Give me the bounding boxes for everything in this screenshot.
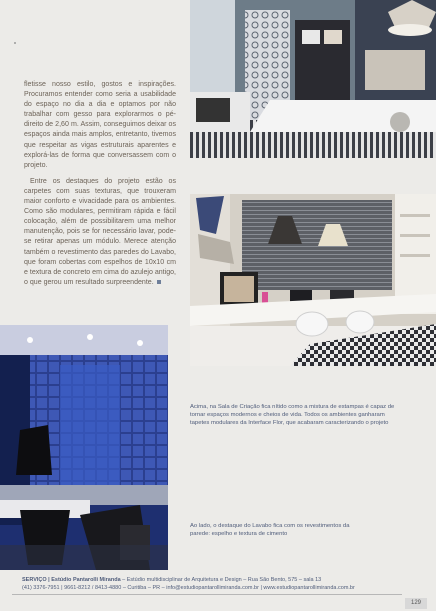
end-of-article-mark [157, 280, 161, 284]
workspace-photo [190, 194, 436, 366]
service-line-2: (41) 3376-7951 | 9661-8212 / 8413-4880 – Curitiba – PR – info@estudiopantarollimiranda.com.br | www.estudiopantarollimiranda.com.br [22, 585, 355, 591]
caption-creative-room: Acima, na Sala de Criação fica nítido como a mistura de estampas é capaz de tornar espaços modernos e cheios de vida. Todos os ambientes ganharam tapetes modulares da Interface Flor, que acabaram caracterizando o projeto [190, 404, 395, 426]
service-credits [22, 576, 422, 592]
service-label: SERVIÇO | Estúdio Pantarolli Miranda [22, 577, 121, 583]
page-number: 129 [405, 598, 427, 609]
service-line-1 [22, 576, 422, 584]
lavatory-photo [0, 325, 168, 570]
decorative-dot [14, 42, 16, 44]
footer-divider [12, 594, 402, 595]
service-description: – Estúdio multidisciplinar de Arquitetura e Design – Rua São Bento, 575 – sala 13 [120, 577, 322, 583]
article-paragraph-2 [24, 177, 176, 288]
article-body [24, 80, 176, 294]
caption-lavatory: Ao lado, o destaque do Lavabo fica com os revestimentos da parede: espelho e textura de cimento [190, 523, 350, 537]
creative-room-photo [190, 0, 436, 158]
article-paragraph-1: fletisse nosso estilo, gostos e inspirações. Procuramos entender como seria a usabilidade do espaço no dia a dia e optamos por não trabalhar com gesso para explorarmos o pé-direito de 2,60 m. Assim, conseguimos deixar os espaços ainda mais amplos, entretanto, tivemos que respeitar as vigas estruturais aparentes e explorá-las de forma que conversassem com o projeto. [24, 81, 176, 169]
article-paragraph-2-text: Entre os destaques do projeto estão os carpetes com suas texturas, que trouxeram maior conforto e vivacidade para os ambientes. Como são modulares, permitiram rápida e fácil colocação, além de possibilitarem uma melhor manutenção, pois se for necessário lavar, pode-se retirar apenas um módulo. Merece atenção também o revestimento das paredes do Lavabo, que foram cobertas com espelhos de 10x10 cm e textura de concreto em cima do azulejo antigo, o que gerou um resultado surpreendente. [24, 177, 176, 286]
